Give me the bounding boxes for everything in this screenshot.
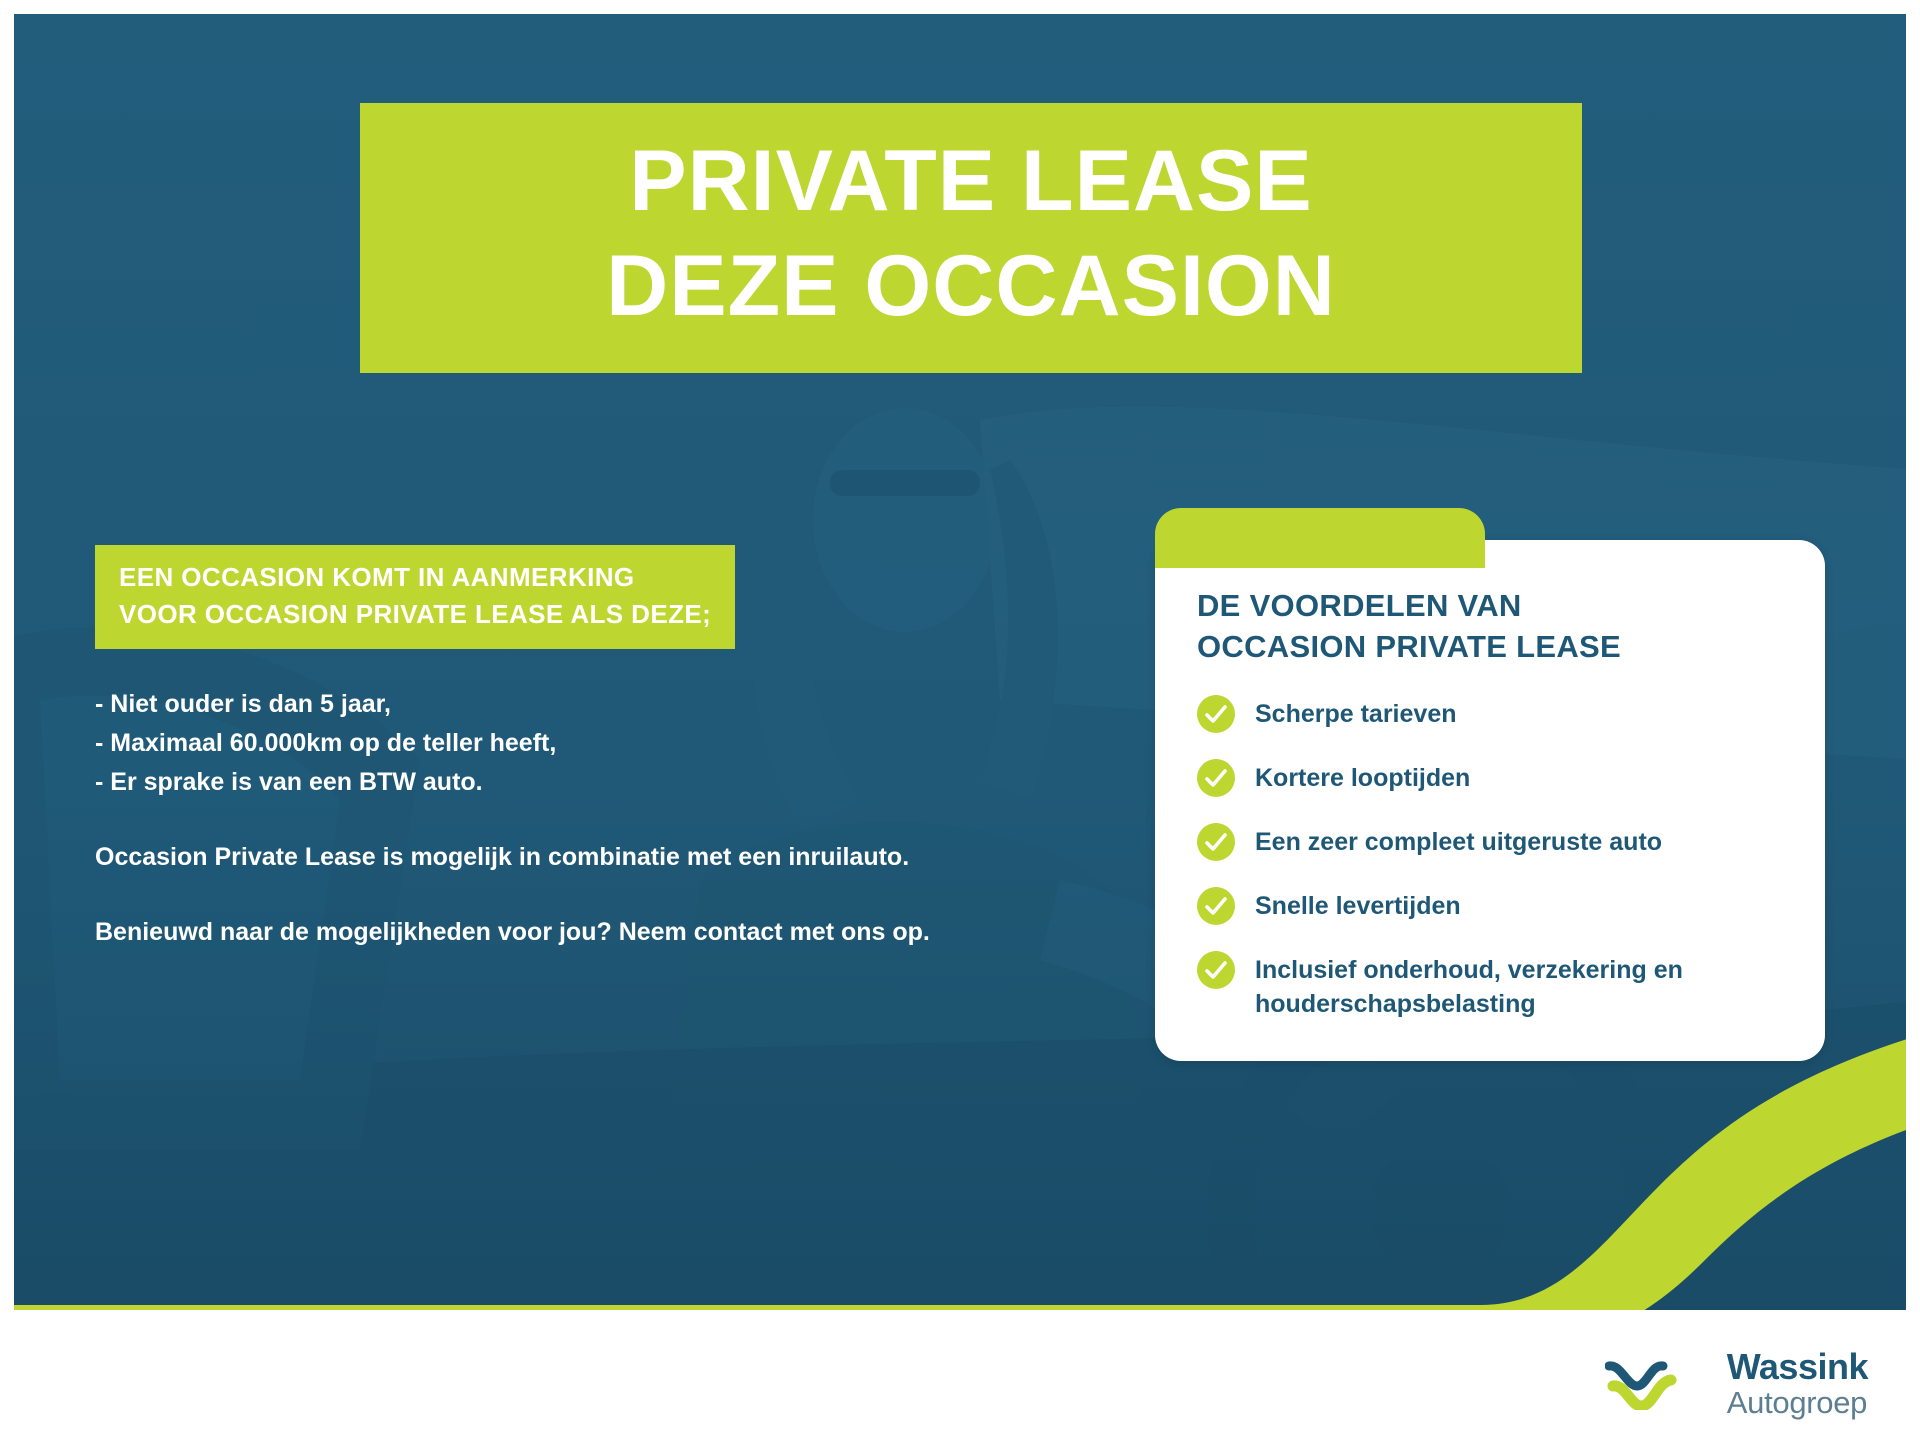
- list-item: - Maximaal 60.000km op de teller heeft,: [95, 728, 557, 757]
- list-item: [1197, 950, 1785, 1021]
- criteria-heading-line-1: EEN OCCASION KOMT IN AANMERKING: [119, 562, 635, 592]
- benefits-card: [1155, 540, 1825, 1061]
- benefit-label: Scherpe tarieven: [1255, 699, 1457, 728]
- list-item: [1197, 758, 1785, 797]
- criteria-heading: [95, 545, 735, 649]
- criteria-body: [95, 685, 1115, 952]
- benefits-title-line-1: DE VOORDELEN VAN: [1197, 588, 1522, 623]
- criteria-list: [95, 685, 1115, 802]
- list-item: [1197, 694, 1785, 733]
- list-item: - Niet ouder is dan 5 jaar,: [95, 689, 391, 718]
- criteria-section: [95, 545, 1115, 952]
- check-icon: [1197, 823, 1235, 861]
- check-icon: [1197, 695, 1235, 733]
- criteria-paragraph-1: Occasion Private Lease is mogelijk in combinatie met een inruilauto.: [95, 842, 910, 871]
- logo-name-top: Wassink: [1726, 1346, 1868, 1387]
- logo-wordmark: [1726, 1346, 1868, 1420]
- check-icon: [1197, 951, 1235, 989]
- criteria-heading-line-2: VOOR OCCASION PRIVATE LEASE ALS DEZE;: [119, 598, 712, 629]
- benefit-label: Inclusief onderhoud, verzekering en houderschapsbelasting: [1255, 955, 1683, 1018]
- benefit-label: Snelle levertijden: [1255, 891, 1461, 920]
- benefit-label: Kortere looptijden: [1255, 763, 1471, 792]
- wassink-wave-icon: [1605, 1352, 1713, 1415]
- criteria-paragraph-2: Benieuwd naar de mogelijkheden voor jou? Neem contact met ons op.: [95, 917, 930, 946]
- benefits-title: [1197, 586, 1785, 668]
- list-item: [1197, 822, 1785, 861]
- benefit-label: Een zeer compleet uitgeruste auto: [1255, 827, 1663, 856]
- title-line-2: DEZE OCCASION: [606, 237, 1336, 334]
- title-line-1: PRIVATE LEASE: [629, 133, 1313, 229]
- logo-name-bottom: Autogroep: [1726, 1385, 1868, 1420]
- list-item: - Er sprake is van een BTW auto.: [95, 767, 483, 796]
- list-item: [1197, 886, 1785, 925]
- check-icon: [1197, 759, 1235, 797]
- page-title: [360, 103, 1582, 373]
- check-icon: [1197, 887, 1235, 925]
- brand-logo: [1605, 1346, 1868, 1420]
- benefits-title-line-2: OCCASION PRIVATE LEASE: [1197, 628, 1621, 664]
